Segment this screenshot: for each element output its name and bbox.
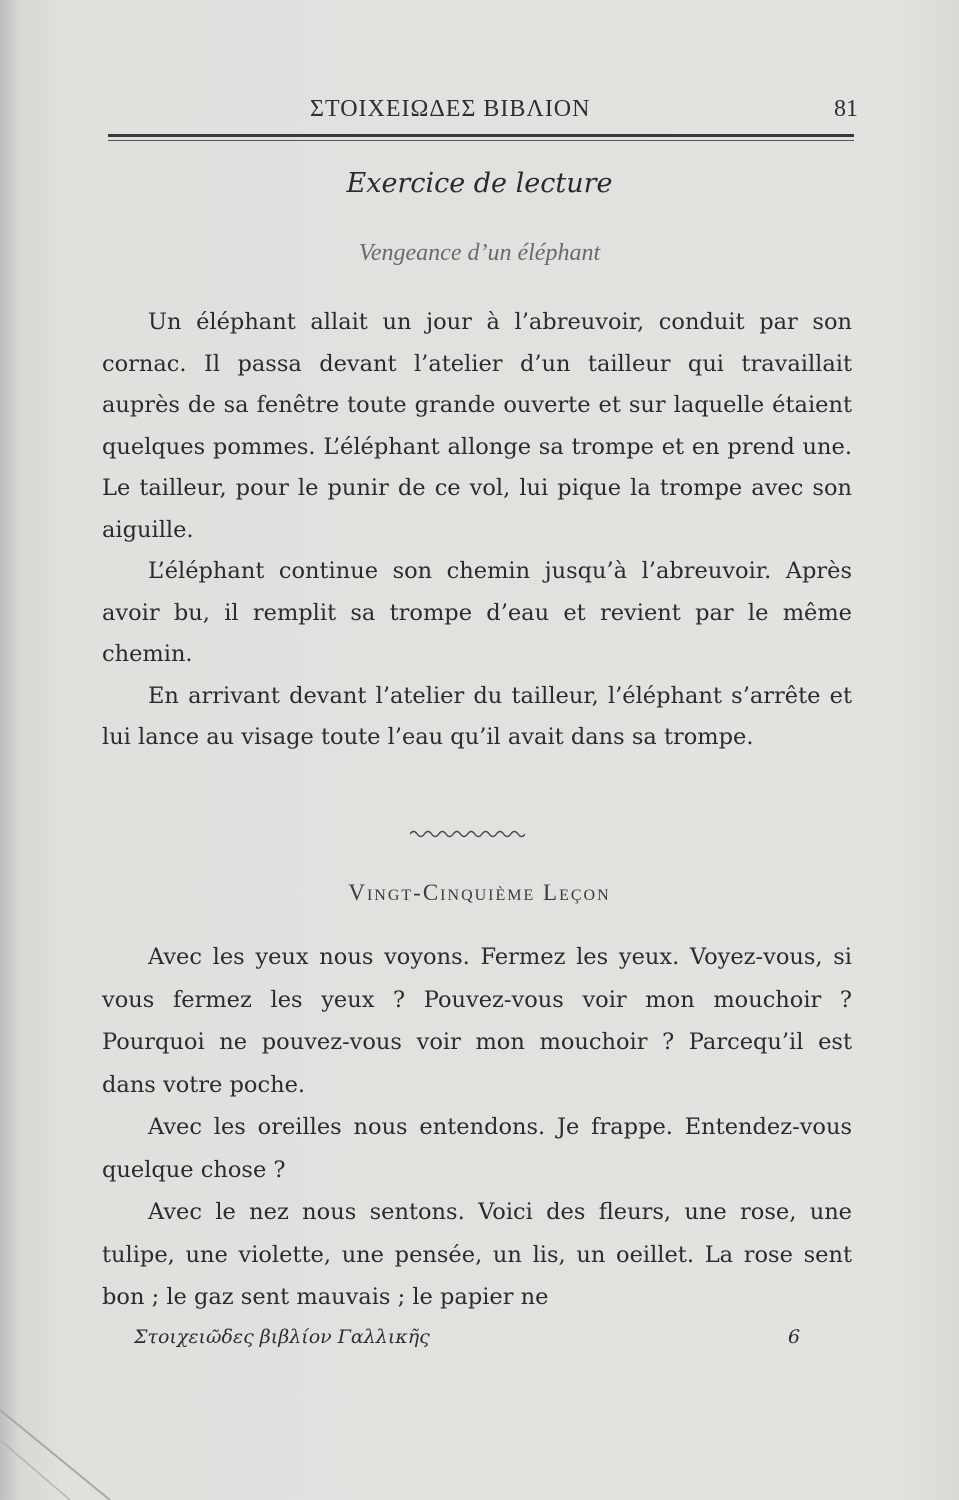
lesson-paragraph-3: Avec le nez nous sentons. Voici des fleurs, une rose, une tulipe, une violette, une pensée, un lis, un oeillet. La rose sent bon ; le gaz sent mauvais ; le papier ne	[102, 1199, 852, 1310]
exercise-paragraph-3: En arrivant devant l’atelier du tailleur, l’éléphant s’arrête et lui lance au visage toute l’eau qu’il avait dans sa trompe.	[102, 682, 852, 750]
page-corner-fold	[0, 1380, 140, 1500]
running-title: ΣΤΟΙΧΕΙΩΔΕΣ ΒΙΒΛΙΟΝ	[310, 96, 591, 122]
header-rule	[108, 134, 854, 137]
lesson-text	[102, 936, 852, 1319]
exercise-paragraph-1: Un éléphant allait un jour à l’abreuvoir, conduit par son cornac. Il passa devant l’atelier d’un tailleur qui travaillait auprès de sa fenêtre toute grande ouverte et sur laquelle étaient quelques pommes. L’éléphant allonge sa trompe et en prend une. Le tailleur, pour le punir de ce vol, lui pique la trompe avec son aiguille.	[102, 309, 852, 543]
exercise-title: Exercice de lecture	[346, 168, 613, 199]
exercise-subtitle: Vengeance d’un éléphant	[358, 240, 601, 266]
footer-signature: 6	[788, 1326, 801, 1348]
footer-book-title: Στοιχειῶδες βιβλίον Γαλλικῆς	[134, 1326, 430, 1348]
lesson-paragraph-2: Avec les oreilles nous entendons. Je frappe. Entendez-vous quelque chose ?	[102, 1114, 852, 1183]
lesson-paragraph-1: Avec les yeux nous voyons. Fermez les yeux. Voyez-vous, si vous fermez les yeux ? Pouvez-vous voir mon mouchoir ? Pourquoi ne pouvez-vous voir mon mouchoir ? Parcequ’il est dans votre poche.	[102, 944, 852, 1098]
wavy-divider	[410, 828, 525, 840]
page-footer	[100, 1326, 860, 1360]
page-header	[100, 94, 860, 130]
page-number: 81	[834, 96, 858, 122]
header-rule-thin	[108, 140, 854, 141]
exercise-text	[102, 302, 852, 759]
lesson-title: Vingt-Cinquième Leçon	[348, 880, 611, 905]
exercise-paragraph-2: L’éléphant continue son chemin jusqu’à l’abreuvoir. Après avoir bu, il remplit sa trompe d’eau et revient par le même chemin.	[102, 558, 852, 667]
